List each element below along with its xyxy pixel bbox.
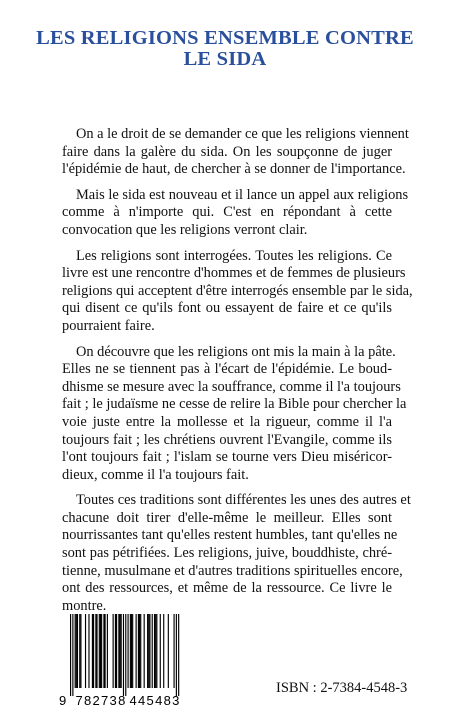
- paragraph: [62, 492, 411, 615]
- barcode-bar: [70, 614, 71, 696]
- barcode-bar: [115, 614, 116, 688]
- barcode-digits: 445483: [129, 693, 181, 708]
- title-line-1: LES RELIGIONS ENSEMBLE CONTRE: [36, 27, 414, 49]
- text-line: comme à n'importe qui. C'est en répondant à cette: [62, 204, 392, 221]
- barcode-bar: [138, 614, 139, 688]
- paragraph: [62, 186, 409, 240]
- barcode-bar: [96, 614, 97, 688]
- barcode-bar: [99, 614, 100, 688]
- barcode-digits: 782738: [75, 693, 127, 708]
- barcode-bar: [76, 614, 77, 688]
- barcode-bar: [113, 614, 114, 688]
- text-line: pourraient faire.: [62, 317, 155, 334]
- text-line: ont des ressources, et même de la ressource. Ce livre le: [62, 580, 392, 597]
- text-line: dhisme se mesure avec la souffrance, comme il l'a toujours: [62, 378, 401, 395]
- barcode-bar: [131, 614, 132, 688]
- barcode-bar: [152, 614, 153, 688]
- barcode-bar: [79, 614, 80, 688]
- text-line: sont pas pétrifiées. Les religions, juive, bouddhiste, chré-: [62, 545, 392, 562]
- text-line: l'ont toujours fait ; l'islam se tourne vers Dieu miséricor-: [62, 449, 392, 466]
- text-line: tienne, musulmane et d'autres traditions spirituelles encore,: [62, 562, 403, 579]
- barcode-bar: [139, 614, 140, 688]
- barcode-bar: [147, 614, 148, 688]
- barcode-bar: [88, 614, 89, 688]
- text-line: On a le droit de se demander ce que les religions viennent: [76, 126, 409, 142]
- barcode-bar: [140, 614, 141, 688]
- paragraph: [62, 247, 413, 336]
- barcode-bar: [155, 614, 156, 688]
- barcode-bar: [144, 614, 145, 688]
- barcode-bar: [136, 614, 137, 688]
- barcode-bar: [176, 614, 177, 696]
- text-line: Les religions sont interrogées. Toutes les religions. Ce: [76, 247, 392, 264]
- text-line: Toutes ces traditions sont différentes les unes des autres et: [76, 492, 411, 509]
- barcode-bar: [95, 614, 96, 688]
- barcode-graphic: [58, 612, 186, 708]
- barcode-bar: [107, 614, 108, 688]
- title-line-2: LE SIDA: [183, 48, 267, 70]
- barcode-bar: [80, 614, 81, 688]
- barcode-bar: [75, 614, 76, 688]
- barcode-digits: 9: [59, 693, 68, 708]
- barcode-bar: [105, 614, 106, 688]
- text-line: religions qui acceptent d'être interrogés ensemble par le sida,: [62, 282, 413, 299]
- text-line: montre.: [62, 597, 107, 614]
- barcode-bar: [85, 614, 86, 688]
- barcode-bar: [168, 614, 169, 688]
- text-line: toujours fait ; les chrétiens ouvrent l'Evangile, comme ils: [62, 431, 392, 448]
- barcode-bar: [93, 614, 94, 688]
- barcode-bar: [174, 614, 175, 688]
- barcode-bar: [130, 614, 131, 688]
- barcode-bar: [72, 614, 73, 696]
- text-line: voie juste entre la mollesse et la rigueur, comme il l'a: [62, 413, 392, 430]
- text-line: faire dans la galère du sida. On les soupçonne de juger: [62, 143, 392, 160]
- barcode-bar: [116, 614, 117, 688]
- barcode-bar: [92, 614, 93, 688]
- text-line: convocation que les religions verront clair.: [62, 221, 308, 238]
- barcode-bar: [148, 614, 149, 688]
- barcode-bar: [101, 614, 102, 688]
- barcode-bar: [163, 614, 164, 688]
- barcode-bar: [149, 614, 150, 688]
- text-line: qui disent ce qu'ils font ou essayent de faire et ce qu'ils: [62, 300, 392, 317]
- text-line: l'épidémie de haut, de chercher à se donner de l'importance.: [62, 161, 406, 178]
- text-line: chacune doit tirer d'elle-même le meilleur. Elles sont: [62, 509, 392, 526]
- barcode-bar: [121, 614, 122, 688]
- back-cover-text: [62, 126, 413, 623]
- barcode-bar: [154, 614, 155, 688]
- text-line: nourrissantes tant qu'elles restent humbles, tant qu'elles ne: [62, 527, 398, 544]
- barcode-bar: [119, 614, 120, 688]
- barcode-bar: [123, 614, 124, 696]
- barcode-bar: [125, 614, 126, 696]
- barcode-bar: [132, 614, 133, 688]
- barcode-bar: [103, 614, 104, 688]
- text-line: Elles ne se tiennent pas à l'écart de l'épidémie. Le boud-: [62, 361, 392, 378]
- text-line: livre est une rencontre d'hommes et de femmes de plusieurs: [62, 265, 406, 282]
- text-line: fait ; le judaïsme ne cesse de relire la Bible pour chercher la: [62, 396, 407, 413]
- barcode-bar: [160, 614, 161, 688]
- barcode-bar: [128, 614, 129, 688]
- paragraph: [62, 126, 409, 179]
- text-line: Mais le sida est nouveau et il lance un appel aux religions: [76, 186, 409, 203]
- barcode-bar: [178, 614, 179, 696]
- barcode: [58, 612, 186, 708]
- text-line: dieux, comme il l'a toujours fait.: [62, 466, 249, 483]
- barcode-bar: [77, 614, 78, 688]
- paragraph: [62, 343, 407, 485]
- barcode-bar: [118, 614, 119, 688]
- barcode-bar: [100, 614, 101, 688]
- book-title: [0, 28, 450, 70]
- barcode-bar: [156, 614, 157, 688]
- isbn-number: ISBN : 2-7384-4548-3: [276, 680, 408, 696]
- text-line: On découvre que les religions ont mis la main à la pâte.: [76, 343, 396, 360]
